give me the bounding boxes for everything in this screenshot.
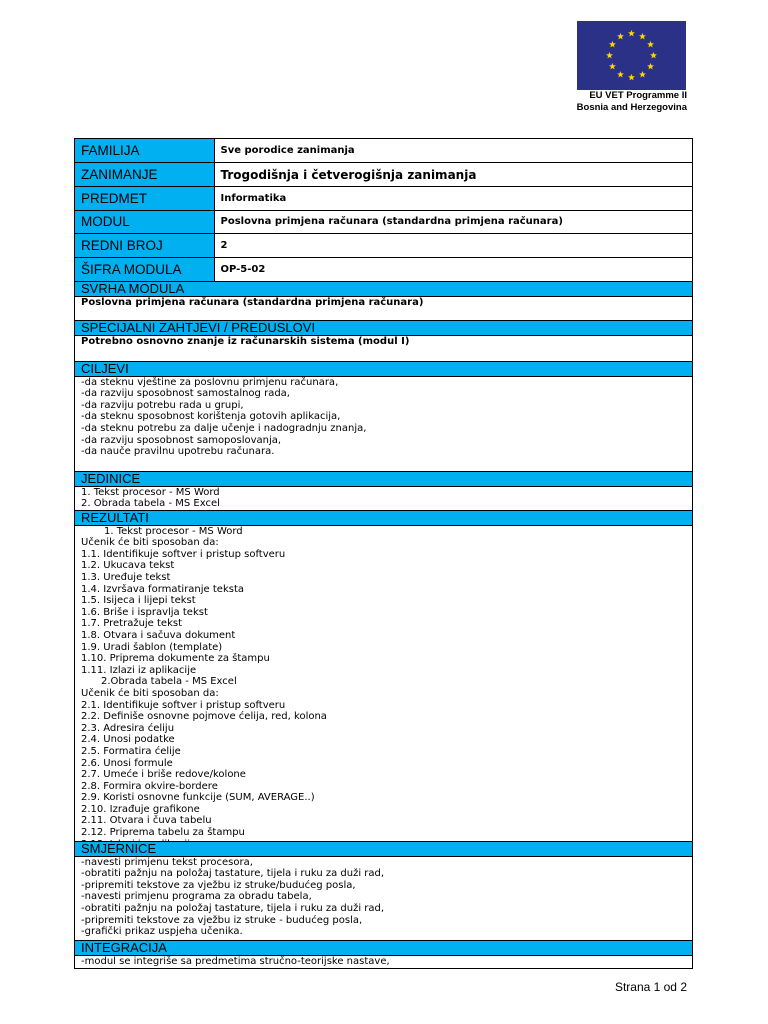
section-line: -pripremiti tekstove za vježbu iz struke/budućeg posla, [81, 879, 356, 891]
section-line: 1.6. Briše i ispravlja tekst [81, 606, 208, 618]
page-number: Strana 1 od 2 [614, 980, 687, 994]
section-line: -obratiti pažnju na položaj tastature, tijela i ruku za duži rad, [81, 868, 385, 880]
section-line: 1.5. Isijeca i lijepi tekst [81, 595, 196, 607]
section-line: -da steknu sposobnost korištenja gotovih aplikacija, [81, 411, 341, 423]
module-info-table [75, 139, 692, 282]
section-line: 2.12. Priprema tabelu za štampu [81, 827, 245, 839]
section-line: 2.10. Izrađuje grafikone [81, 803, 200, 815]
section-line: Učenik će biti sposoban da: [81, 537, 219, 549]
section-line: 2.6. Unosi formule [81, 757, 173, 769]
section-body-integracija [75, 956, 692, 968]
eu-caption-programme: EU VET Programme II [589, 90, 687, 101]
info-row-predmet [75, 186, 692, 210]
info-row-familija [75, 139, 692, 163]
eu-caption [540, 90, 687, 114]
info-row-zanimanje [75, 163, 692, 187]
section-line: 1.3. Uređuje tekst [81, 572, 171, 583]
section-line: 1. Tekst procesor - MS Word [104, 525, 243, 537]
section-line: 1.10. Priprema dokumente za štampu [81, 653, 270, 665]
info-value: 2 [214, 234, 692, 258]
module-sheet [74, 138, 693, 969]
section-line: 2.3. Adresira ćeliju [81, 722, 175, 734]
eu-flag-logo [577, 21, 686, 90]
section-line: -da razviju sposobnost samostalnog rada, [81, 388, 290, 400]
section-line: 1.11. Izlazi iz aplikacije [81, 664, 197, 676]
section-line: -grafički prikaz uspjeha učenika. [81, 926, 243, 938]
section-line: 2.2. Definiše osnovne pojmove ćelija, red, kolona [81, 711, 327, 723]
section-line: -navesti primjenu programa za obradu tabela, [81, 891, 312, 903]
section-line: -navesti primjenu tekst procesora, [81, 856, 253, 868]
eu-star-icon [609, 41, 616, 48]
section-line: 2.1. Identifikuje softver i pristup softveru [81, 699, 286, 711]
info-label: MODUL [75, 210, 214, 234]
section-line: 2.4. Unosi podatke [81, 734, 175, 746]
info-label: REDNI BROJ [75, 234, 214, 258]
info-value: Sve porodice zanimanja [214, 139, 692, 163]
section-title-integracija: INTEGRACIJA [75, 941, 692, 956]
eu-star-icon [628, 30, 635, 37]
section-line: 2.9. Koristi osnovne funkcije (SUM, AVERAGE..) [81, 792, 315, 804]
info-value: Poslovna primjena računara (standardna primjena računara) [214, 210, 692, 234]
section-line: 2.5. Formatira ćelije [81, 745, 181, 757]
section-line: 2.Obrada tabela - MS Excel [101, 676, 237, 688]
info-label: ŠIFRA MODULA [75, 257, 214, 281]
section-line: -modul se integriše sa predmetima stručno-teorijske nastave, [81, 955, 390, 967]
section-line: 1.8. Otvara i sačuva dokument [81, 629, 236, 641]
section-line: -da steknu vještine za poslovnu primjenu računara, [81, 376, 339, 388]
section-line: -pripremiti tekstove za vježbu iz struke - budućeg posla, [81, 914, 363, 926]
eu-star-icon [650, 52, 657, 59]
eu-star-icon [606, 52, 613, 59]
section-line: -da razviju potrebu rada u grupi, [81, 399, 244, 411]
section-line: Poslovna primjena računara (standardna primjena računara) [81, 296, 424, 308]
section-title-zahtjevi: SPECIJALNI ZAHTJEVI / PREDUSLOVI [75, 321, 692, 336]
eu-star-icon [639, 71, 646, 78]
eu-star-icon [647, 63, 654, 70]
section-body-jedinice [75, 487, 692, 511]
section-line: -da steknu potrebu za dalje učenje i nadogradnju znanja, [81, 423, 367, 434]
info-label: PREDMET [75, 186, 214, 210]
info-label: ZANIMANJE [75, 163, 214, 187]
section-line: 1.2. Ukucava tekst [81, 560, 175, 572]
info-label: FAMILIJA [75, 139, 214, 163]
eu-star-icon [628, 74, 635, 81]
info-row-redni-broj [75, 234, 692, 258]
section-line: -obratiti pažnju na položaj tastature, tijela i ruku za duži rad, [81, 903, 385, 914]
eu-star-icon [647, 41, 654, 48]
section-body-zahtjevi [75, 336, 692, 362]
info-value: OP-5-02 [214, 257, 692, 281]
info-row-sifra-modula [75, 257, 692, 281]
section-title-svrha: SVRHA MODULA [75, 282, 692, 297]
eu-star-icon [639, 33, 646, 40]
section-line: Učenik će biti sposoban da: [81, 687, 219, 699]
info-value: Trogodišnja i četverogišnja zanimanja [214, 163, 692, 187]
eu-caption-country: Bosnia and Herzegovina [576, 102, 687, 113]
section-line: 2.7. Umeće i briše redove/kolone [81, 769, 246, 781]
section-line: 1.7. Pretražuje tekst [81, 618, 183, 630]
section-line: 2.8. Formira okvire-bordere [81, 780, 218, 792]
section-line: 1.4. Izvršava formatiranje teksta [81, 583, 245, 595]
section-title-ciljevi: CILJEVI [75, 362, 692, 377]
section-line: -da razviju sposobnost samoposlovanja, [81, 434, 282, 446]
eu-star-icon [617, 33, 624, 40]
section-line: Potrebno osnovno znanje iz računarskih sistema (modul I) [81, 335, 410, 347]
section-body-ciljevi [75, 377, 692, 472]
info-value: Informatika [214, 186, 692, 210]
eu-star-icon [617, 71, 624, 78]
section-title-smjernice: SMJERNICE [75, 842, 692, 857]
section-line: 2.11. Otvara i čuva tabelu [81, 815, 212, 827]
section-body-svrha [75, 297, 692, 321]
section-title-jedinice: JEDINICE [75, 472, 692, 487]
info-row-modul [75, 210, 692, 234]
eu-stars-icon [577, 21, 686, 90]
section-title-rezultati: REZULTATI [75, 511, 692, 526]
section-body-smjernice [75, 857, 692, 941]
section-line: 1.9. Uradi šablon (template) [81, 641, 223, 653]
section-line: 1.1. Identifikuje softver i pristup softveru [81, 548, 286, 560]
section-line: 1. Tekst procesor - MS Word [81, 486, 220, 498]
section-body-rezultati [75, 526, 692, 842]
eu-star-icon [609, 63, 616, 70]
section-line: -da nauče pravilnu upotrebu računara. [81, 446, 275, 458]
section-line: 2. Obrada tabela - MS Excel [81, 498, 220, 510]
